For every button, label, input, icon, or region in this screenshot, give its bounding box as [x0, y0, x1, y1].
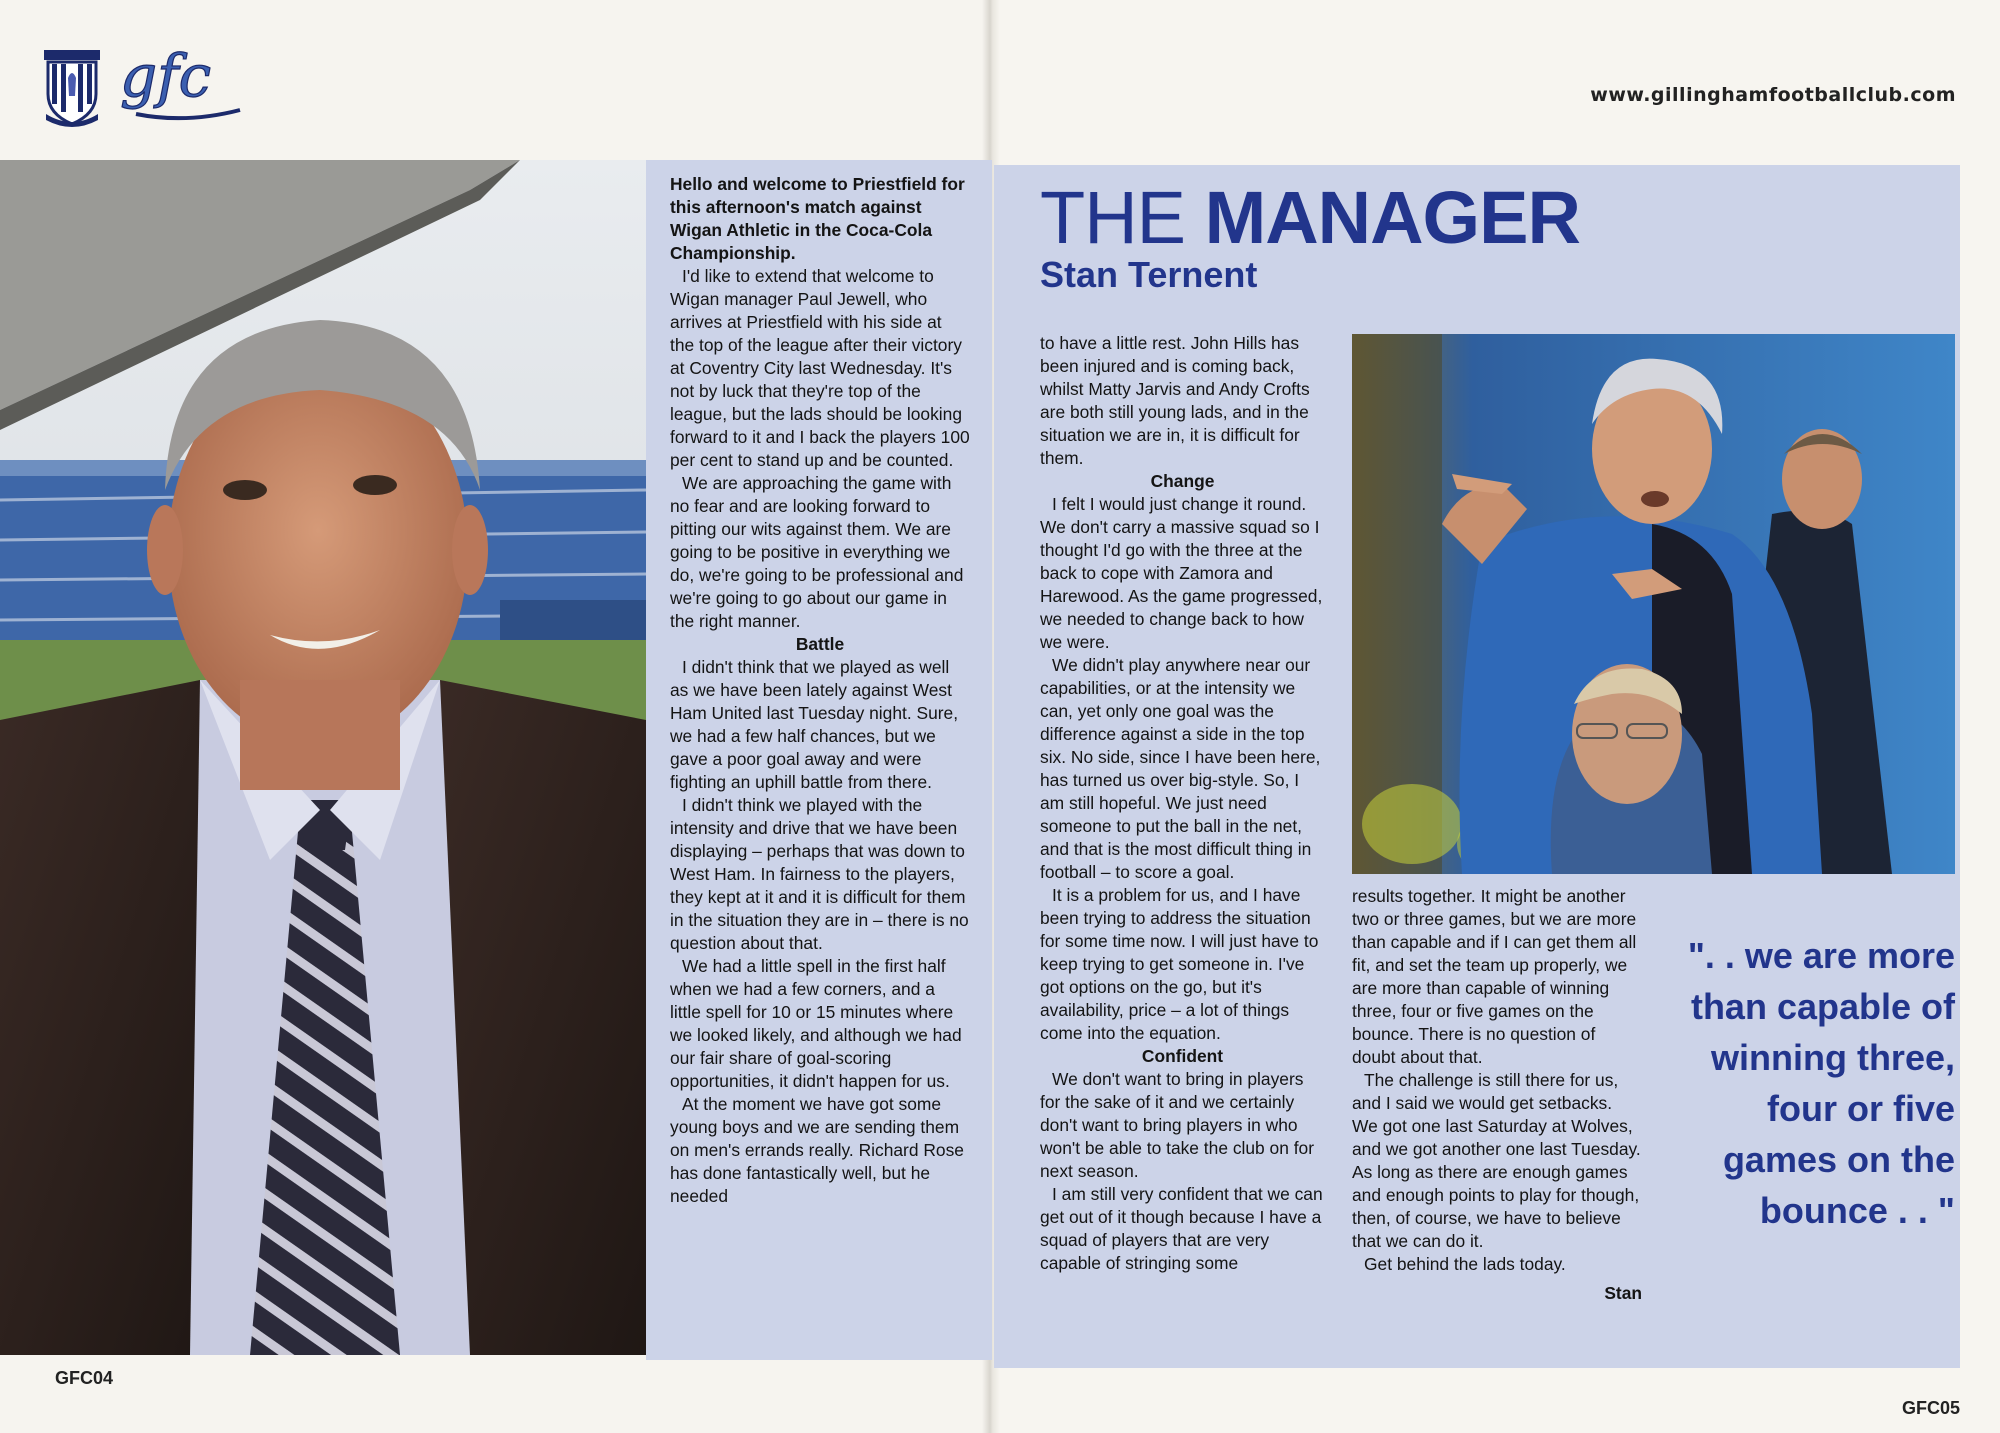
paragraph: to have a little rest. John Hills has been injured and is coming back, whilst Matty Jarvis and Andy Crofts are both still young lads, and in the situation we are in, it is difficult for them.: [1040, 333, 1310, 468]
manager-pointing-photo: [1352, 334, 1955, 874]
subheading-change: Change: [1150, 471, 1215, 491]
title-word-the: THE: [1040, 176, 1185, 259]
website-url: www.gillinghamfootballclub.com: [1590, 84, 1956, 106]
paragraph: I am still very confident that we can get out of it though because I have a squad of players that are very capable of stringing some: [1040, 1184, 1323, 1273]
intro-paragraph: Hello and welcome to Priestfield for this afternoon's match against Wigan Athletic in the Coca-Cola Championship.: [670, 174, 965, 263]
paragraph: I felt I would just change it round. We don't carry a massive squad so I thought I'd go with the three at the back to cope with Zamora and Harewood. As the game progressed, we needed to change back to how we were.: [1040, 494, 1323, 652]
paragraph: results together. It might be another two or three games, but we are more than capable and if I can get them all fit, and set the team up properly, we are more than capable of winning three, four or five games on the bounce. There is no question of doubt about that.: [1352, 886, 1637, 1067]
page-number-right: GFC05: [1901, 1398, 1960, 1418]
svg-text:gfc: gfc: [120, 44, 212, 110]
paragraph: I'd like to extend that welcome to Wigan manager Paul Jewell, who arrives at Priestfield with his side at the top of the league after their victory at Coventry City last Wednesday. It's not by luck that they're top of the league, but the lads should be looking forward to it and I back the players 100 per cent to stand up and be counted.: [670, 266, 970, 470]
paragraph: Get behind the lads today.: [1364, 1254, 1566, 1274]
title-word-manager: MANAGER: [1204, 176, 1580, 259]
paragraph: We didn't play anywhere near our capabilities, or at the intensity we can, yet only one goal was the difference against a side in the top six. No side, since I have been here, has turned us over big-style. So, I am still hopeful. We just need someone to put the ball in the net, and that is the most difficult thing in football – to score a goal.: [1040, 655, 1321, 882]
paragraph: It is a problem for us, and I have been trying to address the situation for some time now. I will just have to keep trying to get someone in. I've got options on the go, but it's availability, price – a lot of things come into the equation.: [1040, 885, 1319, 1043]
article-column-3: [1352, 885, 1642, 1305]
gfc-logo: [116, 44, 246, 134]
paragraph: At the moment we have got some young boys and we are sending them on men's errands really. Richard Rose has done fantastically well, but he needed: [670, 1094, 964, 1206]
article-column-1: [670, 173, 970, 1208]
article-title: [1040, 178, 1580, 258]
paragraph: I didn't think we played with the intensity and drive that we have been displaying – perhaps that was down to West Ham. In fairness to the players, they kept at it and it is difficult for them in the situation they are in – there is no question about that.: [670, 795, 969, 953]
pull-quote: ". . we are more than capable of winning three, four or five games on the bounce . . ": [1687, 935, 1955, 1231]
paragraph: We are approaching the game with no fear and are looking forward to pitting our wits against them. We are going to be positive in everything we do, we're going to be professional and we're going to go about our game in the right manner.: [670, 473, 964, 631]
page-number-left: GFC04: [55, 1368, 114, 1388]
subheading-confident: Confident: [1141, 1046, 1224, 1066]
article-column-2: [1040, 332, 1325, 1275]
club-crest-icon: [42, 48, 102, 128]
subheading-battle: Battle: [795, 634, 845, 654]
paragraph: I didn't think that we played as well as we have been lately against West Ham United last Tuesday night. Sure, we had a few half chances, but we gave a poor goal away and were fighting an uphill battle from there.: [670, 657, 959, 792]
signoff: Stan: [1604, 1283, 1642, 1303]
manager-portrait-photo: [0, 160, 646, 1355]
paragraph: The challenge is still there for us, and I said we would get setbacks. We got one last Saturday at Wolves, and we got another one last Tuesday. As long as there are enough games and enough points to play for though, then, of course, we have to believe that we can do it.: [1352, 1070, 1641, 1251]
paragraph: We don't want to bring in players for the sake of it and we certainly don't want to bring players in who won't be able to take the club on for next season.: [1040, 1069, 1315, 1181]
paragraph: We had a little spell in the first half when we had a few corners, and a little spell for 10 or 15 minutes where we looked likely, and although we had our fair share of goal-scoring opportunities, it didn't happen for us.: [670, 956, 962, 1091]
article-subtitle: Stan Ternent: [1040, 254, 1258, 295]
